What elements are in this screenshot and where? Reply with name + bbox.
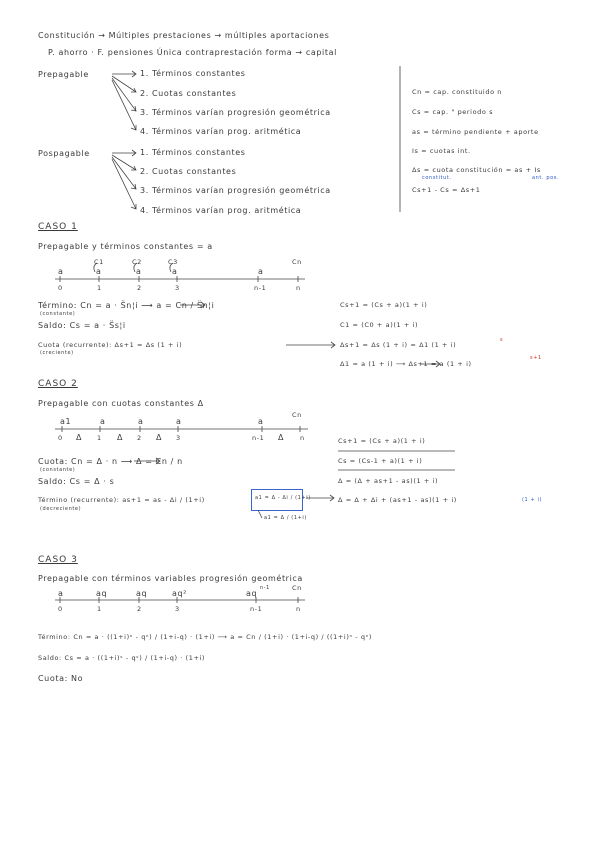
caso1-subtitle: Prepagable y términos constantes = a [38,242,213,251]
caso2-termino: Término (recurrente): as+1 = as - Δi / (1+i) [38,496,205,504]
legend-is: Is = cuotas int. [412,147,471,155]
caso2-top-0: a1 [60,417,72,426]
caso2-box-text: a1 = Δ - Δi / (1+i) [255,495,311,501]
legend-delta: Δs = cuota constitución = as + Is [412,166,541,174]
pospagable-label: Pospagable [38,149,90,158]
caso3-bot-5: n [296,605,301,613]
pospagable-item-3: 3. Términos varían progresión geométrica [140,186,331,195]
caso3-bot-1: 1 [97,605,102,613]
caso1-mark-c2: C2 [132,258,142,266]
legend-delta-sub1: constitut. [422,175,452,181]
caso2-r1: Cs+1 = (Cs + a)(1 + i) [338,437,426,445]
pospagable-arrow-1 [112,150,136,156]
caso1-bot-1: 1 [97,284,102,292]
prepagable-arrow-1 [112,71,136,77]
caso1-termino-arrow [180,302,205,308]
caso2-termino-note: (decreciente) [40,506,82,512]
caso1-r3: Δs+1 = Δs (1 + i) = Δ1 (1 + i) [340,341,457,349]
legend-cn: Cn = cap. constituido n [412,88,503,96]
prepagable-arrow-3 [112,78,136,111]
caso1-top-1: a [96,267,102,276]
prepagable-arrow-2 [112,76,136,92]
caso2-r4-blue: (1 + i) [522,497,543,503]
caso3-top-1: aq [96,589,108,598]
prepagable-item-1: 1. Términos constantes [140,69,246,78]
header-line-2: P. ahorro · F. pensiones Única contraprestación forma → capital [48,48,337,57]
caso2-subtitle: Prepagable con cuotas constantes Δ [38,399,204,408]
caso3-top-3: aq² [172,589,187,598]
caso3-bot-4: n-1 [250,605,263,613]
caso1-saldo: Saldo: Cs = a · S̈s¦i [38,321,126,330]
caso1-bot-2: 2 [137,284,142,292]
caso2-box-arrow [258,510,262,518]
caso1-cuota: Cuota (recurrente): Δs+1 = Δs (1 + i) [38,341,183,349]
caso1-cuota-arrow [286,342,335,348]
caso1-termino: Término: Cn = a · S̈n¦i ⟶ a = Cn / S̈n¦i [38,301,215,310]
caso3-top-0: a [58,589,64,598]
caso2-termino-arrow [306,495,334,501]
caso1-r3-exp: s [500,337,504,343]
caso2-top-1: a [100,417,106,426]
caso2-top-4: a [258,417,264,426]
caso1-bot-3: 3 [175,284,180,292]
caso2-cuota-arrow [134,458,160,464]
caso1-top-3: a [172,267,178,276]
caso1-mark-cn: Cn [292,258,302,266]
caso1-cuota-note: (creciente) [40,350,74,356]
caso3-bot-0: 0 [58,605,63,613]
caso2-delta-1: Δ [76,433,83,442]
caso3-top-exp: n-1 [260,585,270,591]
caso2-r2: Cs = (Cs-1 + a)(1 + i) [338,457,423,465]
legend-cs1: Cs+1 - Cs = Δs+1 [412,186,481,194]
caso2-delta-2: Δ [117,433,124,442]
caso2-top-2: a [138,417,144,426]
caso1-termino-note: (constante) [40,311,76,317]
caso3-cn: Cn [292,584,302,592]
caso2-cuota: Cuota: Cn = Δ · n ⟶ Δ = Cn / n [38,457,183,466]
caso2-bot-2: 2 [137,434,142,442]
caso2-bot-3: 3 [176,434,181,442]
caso1-r2: C1 = (C0 + a)(1 + i) [340,321,419,329]
caso3-subtitle: Prepagable con términos variables progresión geométrica [38,574,303,583]
caso2-top-3: a [176,417,182,426]
pospagable-arrow-2 [112,155,136,170]
caso1-r4-arrow [420,361,440,367]
legend-as: as = término pendiente + aporte [412,128,539,136]
prepagable-item-3: 3. Términos varían progresión geométrica [140,108,331,117]
legend-delta-sub2: ant. pos. [532,175,560,181]
caso3-top-2: aq [136,589,148,598]
caso3-bot-3: 3 [175,605,180,613]
caso2-under-box: a1 = Δ / (1+i) [264,515,307,521]
caso2-bot-1: 1 [97,434,102,442]
pospagable-item-1: 1. Términos constantes [140,148,246,157]
caso2-saldo: Saldo: Cs = Δ · s [38,477,115,486]
legend-cs: Cs = cap. " periodo s [412,108,494,116]
prepagable-item-4: 4. Términos varían prog. aritmética [140,127,302,136]
caso2-r4: Δ = Δ + Δi + (as+1 - as)(1 + i) [338,496,457,504]
caso1-bot-5: n [296,284,301,292]
caso1-hooks [94,263,173,272]
caso2-bot-5: n [300,434,305,442]
caso2-delta-4: Δ [278,433,285,442]
caso3-cuota: Cuota: No [38,674,84,683]
header-line-1: Constitución → Múltiples prestaciones → múltiples aportaciones [38,31,330,40]
caso1-top-0: a [58,267,64,276]
caso3-title: CASO 3 [38,555,78,565]
caso2-cn: Cn [292,411,302,419]
caso1-mark-c3: C3 [168,258,178,266]
caso2-title: CASO 2 [38,379,78,389]
caso2-cuota-note: (constante) [40,467,76,473]
caso3-bot-2: 2 [137,605,142,613]
caso1-top-2: a [136,267,142,276]
prepagable-arrow-4 [112,80,136,130]
prepagable-item-2: 2. Cuotas constantes [140,89,237,98]
caso3-termino: Término: Cn = a · ((1+i)ⁿ - qⁿ) / (1+i-q) · (1+i) ⟶ a = Cn / (1+i) · (1+i-q) / ((1+i)ⁿ - qⁿ) [38,633,372,641]
caso3-top-4: aq [246,589,258,598]
caso2-r3: Δ = (Δ + as+1 - as)(1 + i) [338,477,439,485]
caso2-delta-3: Δ [156,433,163,442]
caso1-mark-c1: C1 [94,258,104,266]
caso3-saldo: Saldo: Cs = a · ((1+i)ˢ - qˢ) / (1+i-q) · (1+i) [38,654,206,662]
caso1-top-4: a [258,267,264,276]
caso1-title: CASO 1 [38,222,78,232]
caso1-r1: Cs+1 = (Cs + a)(1 + i) [340,301,428,309]
caso2-bot-4: n-1 [252,434,265,442]
pospagable-item-4: 4. Términos varían prog. aritmética [140,206,302,215]
caso1-bot-4: n-1 [254,284,267,292]
caso2-bot-0: 0 [58,434,63,442]
prepagable-label: Prepagable [38,70,89,79]
pospagable-item-2: 2. Cuotas constantes [140,167,237,176]
caso1-r4-exp: s+1 [530,355,542,361]
caso1-r4: Δ1 = a (1 + i) ⟶ Δs+1 = a (1 + i) [340,360,472,368]
caso1-bot-0: 0 [58,284,63,292]
